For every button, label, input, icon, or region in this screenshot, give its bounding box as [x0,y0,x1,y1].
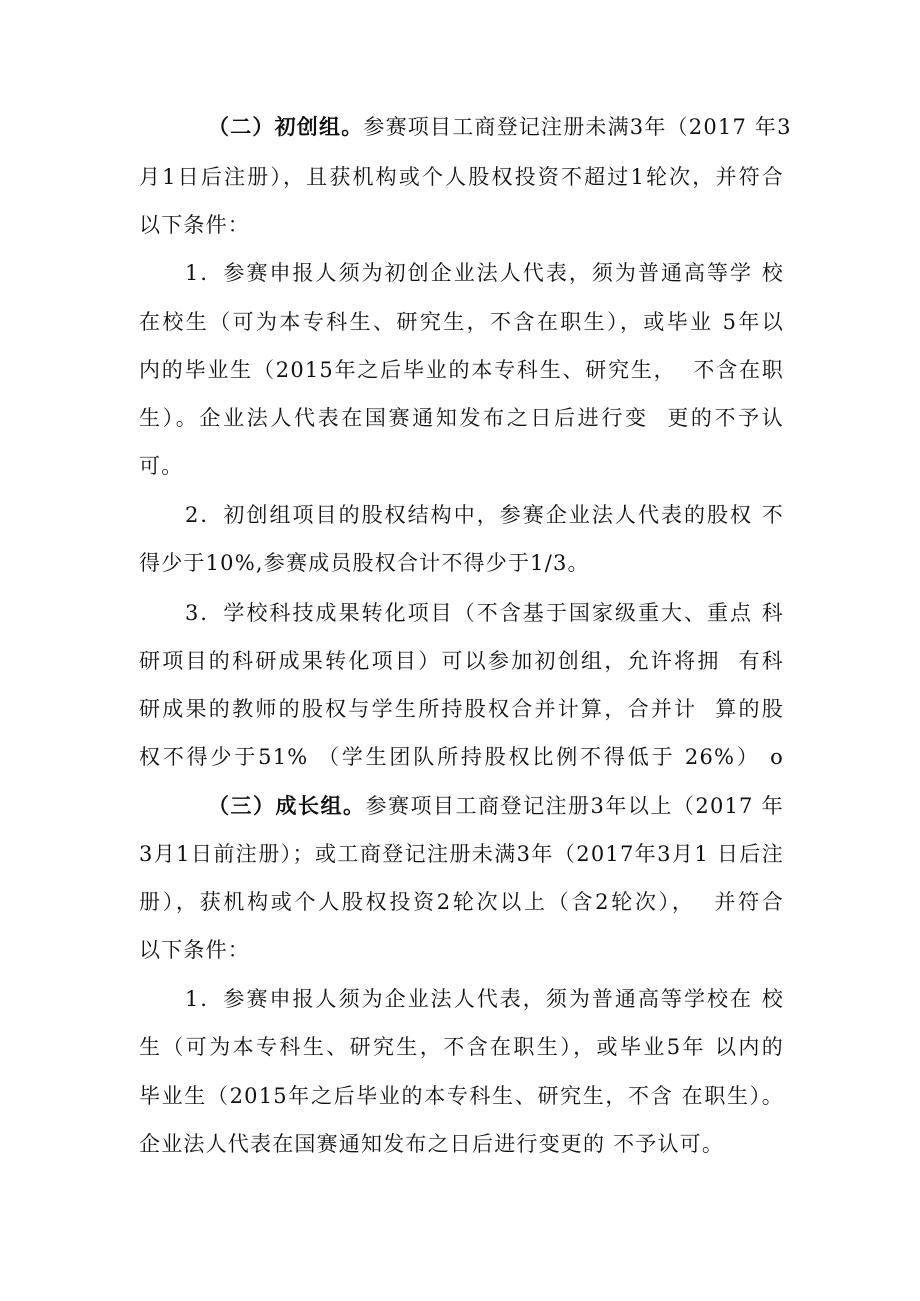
item-2-3-line-1: 3．学校科技成果转化项目（不含基于国家级重大、重点 科 [185,601,784,625]
item-2-1-line-5: 可。 [139,454,184,478]
section-3-text: 参赛项目工商登记注册3年以上（2017 年 [365,794,784,818]
section-3-line-3: 册），获机构或个人股权投资2轮次以上（含2轮次）， 并符合 [139,890,784,914]
item-3-1-line-1: 1．参赛申报人须为企业法人代表，须为普通高等学校在 校 [185,987,784,1011]
item-2-3-line-3: 研成果的教师的股权与学生所持股权合并计算，合并计 算的股 [139,697,784,721]
section-3-line-4: 以下条件： [139,938,250,962]
item-3-1-line-2: 生（可为本专科生、研究生，不含在职生），或毕业5年 以内的 [139,1035,784,1059]
item-2-1-line-2: 在校生（可为本专科生、研究生，不含在职生），或毕业 5年以 [139,310,784,334]
section-3-line-2: 3月1日前注册）；或工商登记注册未满3年（2017年3月1 日后注 [139,842,784,866]
item-2-1-line-3: 内的毕业生（2015年之后毕业的本专科生、研究生， 不含在职 [139,358,784,382]
section-2-heading: （二）初创组。 [208,114,364,139]
section-3-heading: （三）成长组。 [208,793,366,818]
section-2-text: 参赛项目工商登记注册未满3年（2017 年3 [363,115,792,139]
item-3-1-line-4: 企业法人代表在国赛通知发布之日后进行变更的 不予认可。 [139,1132,725,1156]
item-3-1-line-3: 毕业生（2015年之后毕业的本专科生、研究生，不含 在职生）。 [139,1084,784,1108]
item-2-2-line-1: 2．初创组项目的股权结构中，参赛企业法人代表的股权 不 [185,503,784,527]
item-2-3-line-2: 研项目的科研成果转化项目）可以参加初创组，允许将拥 有科 [139,649,784,673]
section-3-line-1 [208,791,784,821]
item-2-1-line-4: 生）。企业法人代表在国赛通知发布之日后进行变 更的不予认 [139,406,784,430]
section-2-line-1 [208,112,792,142]
section-2-line-2: 月1日后注册），且获机构或个人股权投资不超过1轮次，并符合 [139,165,784,189]
item-2-2-line-2: 得少于10%,参赛成员股权合计不得少于1/3。 [139,551,590,575]
item-2-3-line-4: 权不得少于51% （学生团队所持股权比例不得低于 26%） o [139,745,784,769]
item-2-1-line-1: 1．参赛申报人须为初创企业法人代表，须为普通高等学 校 [185,261,784,285]
section-2-line-3: 以下条件： [139,213,250,237]
